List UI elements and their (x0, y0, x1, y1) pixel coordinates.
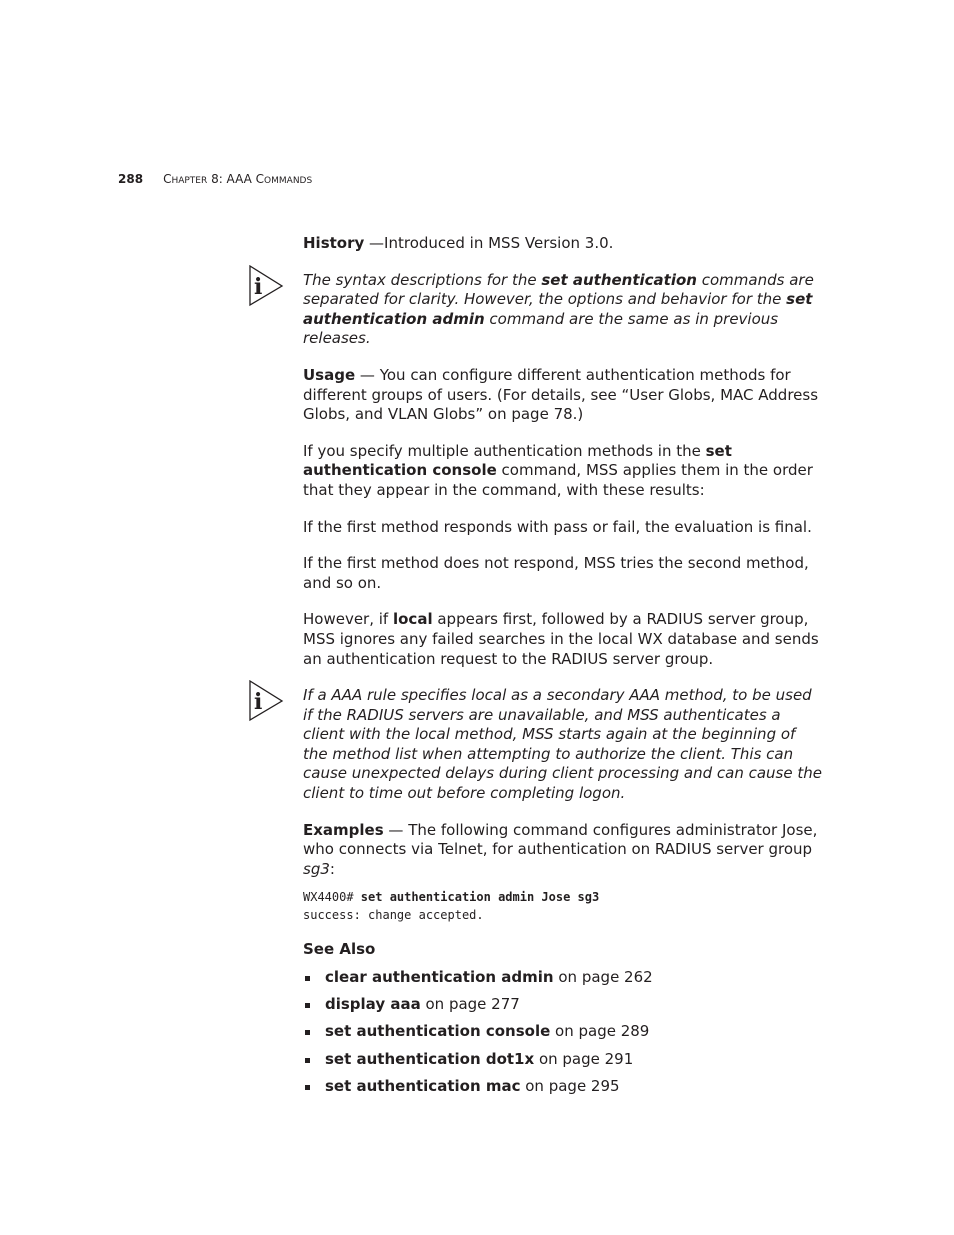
note-syntax (254, 270, 823, 349)
running-header (118, 172, 312, 186)
bullet-icon (305, 976, 310, 981)
list-item[interactable]: set authentication mac on page 295 (303, 1077, 823, 1104)
info-note-icon (249, 265, 285, 307)
bullet-icon (305, 1058, 310, 1063)
list-item[interactable]: clear authentication admin on page 262 (303, 968, 823, 995)
list-item[interactable]: display aaa on page 277 (303, 995, 823, 1022)
svg-text:i: i (254, 273, 263, 300)
history-label: History (303, 234, 365, 252)
note-aaa-rule (254, 686, 823, 804)
page-number: 288 (118, 172, 144, 186)
multiple-methods-paragraph: If you specify multiple authentication methods in the set authentication console command, MSS applies them in the order that they appear in the command, with these results: (303, 441, 813, 499)
code-command: set authentication admin Jose sg3 (360, 890, 600, 905)
examples-label: Examples (303, 820, 384, 839)
see-also-list (303, 968, 823, 1104)
bullet-icon (305, 1030, 310, 1035)
list-item[interactable]: set authentication console on page 289 (303, 1022, 823, 1049)
code-prompt: WX4400# (303, 890, 361, 905)
usage-paragraph: Usage — You can configure different authentication methods for different groups of users. (For details, see “User Globs, MAC Address Globs, and VLAN Globs” on page 78.) (303, 365, 819, 424)
see-also-heading: See Also (303, 940, 376, 959)
list-item[interactable]: set authentication dot1x on page 291 (303, 1050, 823, 1077)
code-example (303, 888, 823, 924)
history-paragraph: History —Introduced in MSS Version 3.0. (303, 234, 614, 252)
first-method-pass-paragraph: If the first method responds with pass or fail, the evaluation is final. (303, 517, 812, 536)
local-first-paragraph: However, if local appears first, followed by a RADIUS server group, MSS ignores any failed searches in the local WX database and sends an authentication request to the RADIUS server group. (303, 610, 819, 668)
svg-text:i: i (254, 689, 263, 716)
chapter-title: CHAPTER 8: AAA COMMANDS (163, 172, 313, 186)
usage-label: Usage (303, 365, 356, 384)
page-content (254, 234, 823, 1104)
first-method-noresponse-paragraph: If the first method does not respond, MSS tries the second method, and so on. (303, 554, 809, 592)
examples-paragraph: Examples — The following command configures administrator Jose, who connects via Telnet, for authentication on RADIUS server group sg3: (303, 820, 818, 878)
bullet-icon (305, 1085, 310, 1090)
note-aaa-rule-text: If a AAA rule specifies local as a secondary AAA method, to be used if the RADIUS servers are unavailable, and MSS authenticates a client with the local method, MSS starts again at the beginning of the method list when attempting to authorize the client. This can cause unexpected delays during client processing and can cause the client to time out before completing logon. (303, 686, 822, 803)
note-syntax-text: The syntax descriptions for the set authentication commands are separated for clarity. However, the options and behavior for the set authentication admin command are the same as in previous releases. (303, 270, 814, 348)
code-output: success: change accepted. (303, 908, 484, 923)
bullet-icon (305, 1003, 310, 1008)
info-note-icon (249, 680, 285, 722)
